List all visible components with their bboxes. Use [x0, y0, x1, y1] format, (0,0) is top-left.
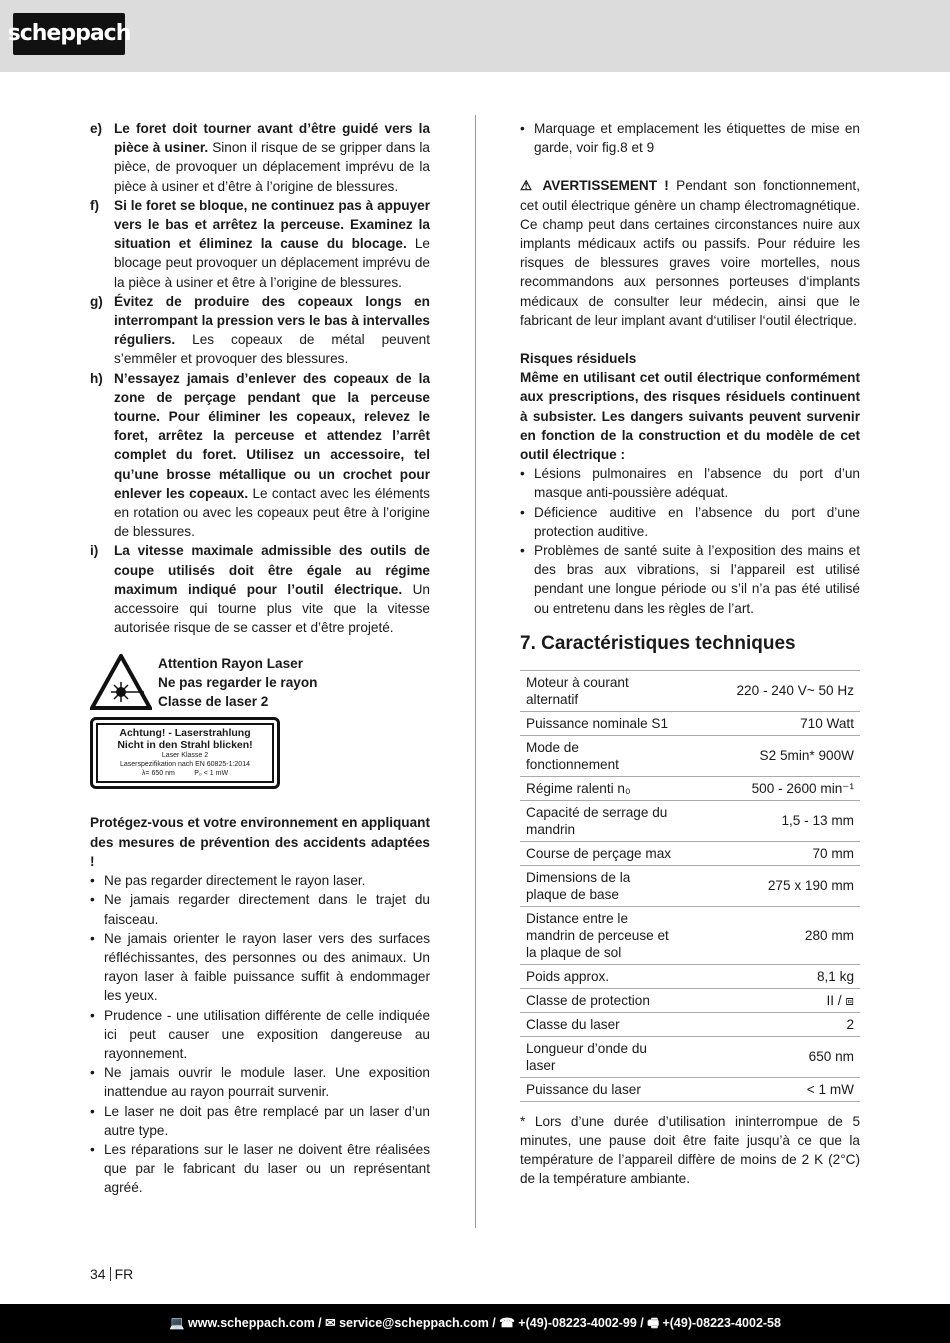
safety-item	[90, 196, 430, 292]
item-text: Un accessoire qui tourne plus vite que la vitesse autorisée risque de se casser et d’être projeté.	[114, 581, 430, 636]
bullet-text: Les réparations sur le laser ne doivent être réalisées que par le fabricant du laser ou un représentant agréé.	[104, 1141, 430, 1196]
laser-heading-3: Classe de laser 2	[158, 694, 269, 710]
bullet-text: Déficience auditive en l’absence du port d’une protection auditive.	[534, 504, 860, 539]
bullet-text: Ne jamais orienter le rayon laser vers des surfaces réfléchissantes, des personnes ou des animaux. Un rayon laser à faible puissance suffit à endommager les yeux.	[104, 930, 430, 1004]
table-row	[520, 1012, 860, 1036]
table-row	[520, 711, 860, 735]
page-num: 34	[90, 1266, 106, 1282]
spec-label: Dimensions de la plaque de base	[520, 865, 680, 906]
table-row	[520, 800, 860, 841]
list-item: • Marquage et emplacement les étiquettes de mise en garde, voir fig.8 et 9	[520, 119, 860, 157]
spec-value: 70 mm	[680, 841, 860, 865]
bullet-text: Problèmes de santé suite à l’exposition des mains et des bras aux vibrations, si l’appareil est utilisé pendant une longue période ou s’il n’a pas été utilisé ou entretenu dans les règles de l’art.	[534, 543, 860, 616]
spec-value: 2	[680, 1012, 860, 1036]
list-item: • Ne jamais orienter le rayon laser vers des surfaces réfléchissantes, des personnes ou des animaux. Un rayon laser à faible puissance suffit à endommager les yeux.	[90, 929, 430, 1006]
list-item: • Lésions pulmonaires en l’absence du port d’un masque anti-poussière adéquat.	[520, 464, 860, 502]
spec-label: Mode de fonctionnement	[520, 735, 680, 776]
contact-footer: 💻 www.scheppach.com / ✉ service@scheppach.com / ☎ +(49)-08223-4002-99 / 🖷 +(49)-08223-4002-58	[0, 1304, 950, 1343]
spec-value: 650 nm	[680, 1036, 860, 1077]
warning-paragraph	[520, 176, 860, 330]
bullet-text: Ne jamais regarder directement dans le trajet du faisceau.	[104, 892, 430, 927]
list-item: • Ne pas regarder directement le rayon laser.	[90, 871, 430, 890]
safety-item	[90, 119, 430, 196]
list-item: • Le laser ne doit pas être remplacé par un laser d’un autre type.	[90, 1102, 430, 1140]
spec-label: Classe de protection	[520, 988, 680, 1012]
spec-value: 275 x 190 mm	[680, 865, 860, 906]
bullet-text: Ne jamais ouvrir le module laser. Une exposition inattendue au rayon pourrait survenir.	[104, 1065, 430, 1100]
sign-line-3: Laser Klasse 2	[161, 752, 209, 760]
protect-heading: Protégez-vous et votre environnement en appliquant des mesures de prévention des accidents adaptées !	[90, 815, 430, 869]
safety-item	[90, 369, 430, 542]
spec-value: 220 - 240 V~ 50 Hz	[680, 670, 860, 711]
table-row	[520, 776, 860, 800]
column-divider	[475, 115, 476, 1228]
table-row	[520, 964, 860, 988]
page-number	[90, 1265, 133, 1284]
table-row	[520, 1036, 860, 1077]
spec-value: 8,1 kg	[680, 964, 860, 988]
section-title: 7. Caractéristiques techniques	[520, 632, 796, 654]
spec-label: Classe du laser	[520, 1012, 680, 1036]
laser-label-sign	[90, 717, 280, 789]
laser-warning-icon	[90, 654, 152, 710]
item-text: Le blocage peut provoquer un déplacement imprévu de la pièce à usiner et être à l’origine de blessures.	[114, 236, 430, 290]
sign-line-2: Nicht in den Strahl blicken!	[117, 739, 253, 752]
item-text: Les copeaux de métal peuvent s’emmêler et provoquer des blessures.	[114, 332, 430, 367]
spec-label: Distance entre le mandrin de perceuse et la plaque de sol	[520, 906, 680, 964]
spec-value: 1,5 - 13 mm	[680, 800, 860, 841]
list-item: • Déficience auditive en l’absence du port d’une protection auditive.	[520, 503, 860, 541]
footnote: * Lors d’une durée d’utilisation ininterrompue de 5 minutes, une pause doit être faite jusqu’à ce que la température de l’appareil diffère de moins de 2 K (2°C) de la température ambiante.	[520, 1113, 860, 1187]
page-lang: FR	[114, 1266, 134, 1282]
list-item: • Problèmes de santé suite à l’exposition des mains et des bras aux vibrations, si l’appareil est utilisé pendant une longue période ou s’il n’a pas été utilisé ou entretenu dans les règles de l’art.	[520, 541, 860, 618]
table-row	[520, 865, 860, 906]
item-key: f)	[90, 197, 100, 213]
spec-label: Puissance nominale S1	[520, 711, 680, 735]
warning-label: ⚠ AVERTISSEMENT !	[520, 178, 669, 194]
spec-value: 500 - 2600 min⁻¹	[680, 776, 860, 800]
table-row	[520, 735, 860, 776]
table-row	[520, 906, 860, 964]
left-column	[90, 119, 430, 1198]
item-bold: La vitesse maximale admissible des outils de coupe utilisés doit être égale au régime maximum indiqué pour l’outil électrique.	[114, 543, 430, 597]
spec-label: Longueur d’onde du laser	[520, 1036, 680, 1077]
table-row	[520, 841, 860, 865]
sign-line-5: λ= 650 nm P₀ < 1 mW	[141, 770, 229, 778]
spec-label: Moteur à courant alternatif	[520, 670, 680, 711]
table-row	[520, 988, 860, 1012]
item-key: h)	[90, 370, 103, 386]
residual-title: Risques résiduels	[520, 351, 637, 367]
table-row	[520, 1077, 860, 1101]
list-item: • Les réparations sur le laser ne doivent être réalisées que par le fabricant du laser ou un représentant agréé.	[90, 1140, 430, 1198]
item-key: e)	[90, 121, 103, 136]
spec-label: Régime ralenti n₀	[520, 776, 680, 800]
bullet-text: Lésions pulmonaires en l’absence du port d’un masque anti-poussière adéquat.	[534, 466, 860, 501]
safety-item	[90, 541, 430, 637]
spec-value: II / ⧈	[680, 988, 860, 1012]
item-bold: N’essayez jamais d’enlever des copeaux de la zone de perçage pendant que la perceuse tourne. Pour éliminer les copeaux, relevez le foret, arrêtez la perceuse et attendez l’arrêt complet du foret. Utilisez un accessoire, tel qu’une brosse métallique ou un crochet pour enlever les copeaux.	[114, 370, 430, 501]
spec-label: Capacité de serrage du mandrin	[520, 800, 680, 841]
bullet-text: Le laser ne doit pas être remplacé par un laser d’un autre type.	[104, 1103, 430, 1138]
laser-warning	[90, 654, 430, 711]
spec-value: < 1 mW	[680, 1077, 860, 1101]
specs-table	[520, 670, 860, 1102]
table-row	[520, 670, 860, 711]
bullet-text: Marquage et emplacement les étiquettes de mise en garde, voir fig.8 et 9	[534, 121, 860, 156]
spec-value: 710 Watt	[680, 711, 860, 735]
item-bold: Évitez de produire des copeaux longs en interrompant la pression vers le bas à intervalles réguliers.	[114, 293, 430, 348]
spec-label: Poids approx.	[520, 964, 680, 988]
item-key: g)	[90, 293, 103, 309]
bullet-text: Prudence - une utilisation différente de celle indiquée ici peut causer une exposition dangereuse au rayonnement.	[104, 1007, 430, 1061]
sign-line-4: Laserspezifikation nach EN 60825-1:2014	[120, 761, 250, 769]
spec-value: 280 mm	[680, 906, 860, 964]
warning-text: Pendant son fonctionnement, cet outil électrique génère un champ électromagnétique. Ce champ peut dans certaines circonstances nuire aux implants médicaux actifs ou passifs. Pour réduire les risques de blessures graves voire mortelles, nous recommandons aux personnes porteuses d‘implants médicaux de consulter leur médecin, ainsi que le fabricant de leur implant avant d‘utiliser l‘outil électrique.	[520, 178, 860, 328]
safety-item	[90, 292, 430, 369]
item-text: Le contact avec les éléments en rotation ou avec les copeaux peut être à l’origine de blessures.	[114, 485, 430, 540]
item-bold: Le foret doit tourner avant d’être guidé vers la pièce à usiner.	[114, 121, 430, 156]
list-item: • Ne jamais ouvrir le module laser. Une exposition inattendue au rayon pourrait survenir.	[90, 1063, 430, 1101]
item-text: Sinon il risque de se gripper dans la pièce, de provoquer un déplacement imprévu de la pièce à usiner et d’être à l’origine de blessures.	[114, 140, 430, 194]
item-key: i)	[90, 543, 99, 559]
laser-heading-2: Ne pas regarder le rayon	[158, 675, 318, 691]
right-column	[520, 119, 860, 1189]
list-item: • Ne jamais regarder directement dans le trajet du faisceau.	[90, 890, 430, 928]
scheppach-logo: scheppach	[13, 13, 125, 55]
list-item: • Prudence - une utilisation différente de celle indiquée ici peut causer une exposition dangereuse au rayonnement.	[90, 1006, 430, 1064]
spec-label: Course de perçage max	[520, 841, 680, 865]
laser-heading-1: Attention Rayon Laser	[158, 656, 304, 672]
item-bold: Si le foret se bloque, ne continuez pas à appuyer vers le bas et arrêtez la perceuse. Examinez la situation et éliminez la cause du blocage.	[114, 197, 430, 252]
spec-value: S2 5min* 900W	[680, 735, 860, 776]
spec-label: Puissance du laser	[520, 1077, 680, 1101]
bullet-text: Ne pas regarder directement le rayon laser.	[104, 873, 366, 889]
sign-line-1: Achtung! - Laserstrahlung	[119, 727, 251, 740]
page-header	[0, 0, 950, 72]
residual-intro: Même en utilisant cet outil électrique conformément aux prescriptions, des risques résiduels continuent à subsister. Les dangers suivants peuvent survenir en fonction de la construction et du modèle de cet outil électrique :	[520, 370, 860, 463]
